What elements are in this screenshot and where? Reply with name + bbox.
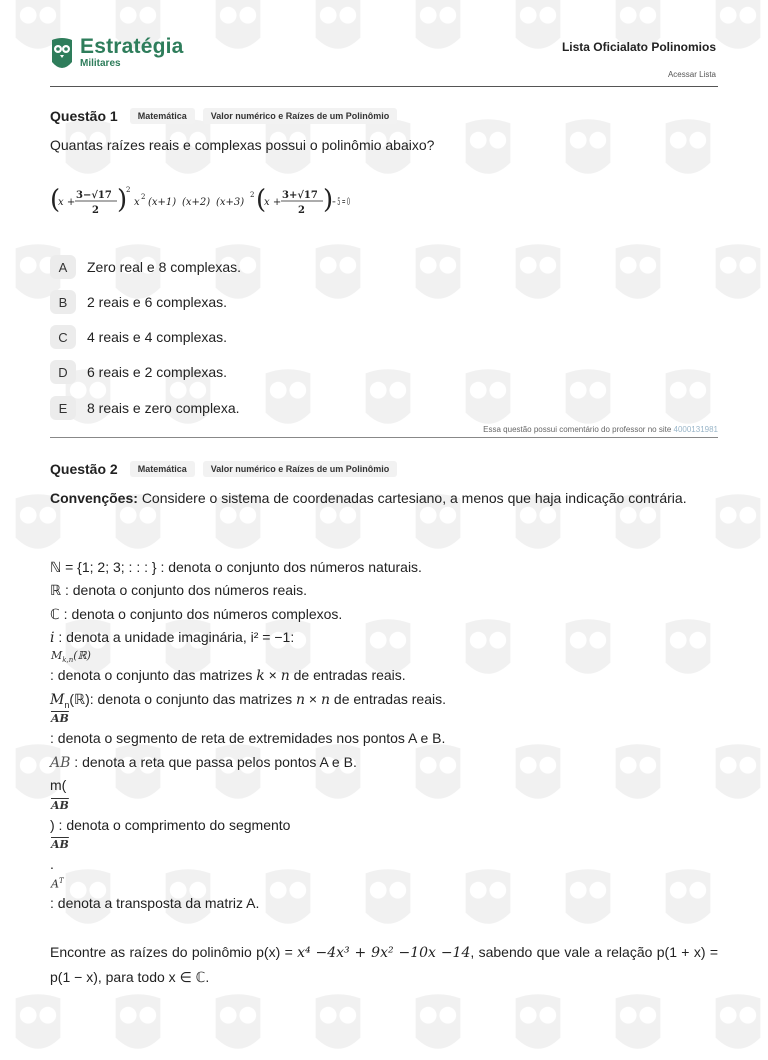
note-text: Essa questão possui comentário do professor no site (483, 425, 672, 434)
brand-logo[interactable] (50, 36, 184, 74)
line-ab-line: AB : denota a reta que passa pelos pontos A e B. (50, 754, 357, 771)
frac2-numerator: 3+√17 (282, 190, 318, 201)
formula-part-a: x + (58, 197, 76, 208)
exp-1: 2 (126, 186, 131, 194)
formula-part-c: (x+1) (148, 197, 177, 208)
topic-tag[interactable]: Valor numérico e Raízes de um Polinômio (203, 461, 398, 477)
frac1-denominator: 2 (92, 205, 99, 216)
formula-part-f: x + (264, 197, 282, 208)
option-text[interactable]: 4 reais e 4 complexas. (87, 329, 228, 345)
matrix-set-line: : denota o conjunto das matrizes k × n de entradas reais. (50, 667, 406, 684)
subject-tag[interactable]: Matemática (130, 461, 195, 477)
matrix-set-symbol: $M_{k,n}(ℝ)$ (51, 649, 91, 665)
svg-text:): ) (117, 185, 128, 215)
period-line: . (50, 856, 54, 872)
option-text[interactable]: 2 reais e 6 complexas. (87, 294, 228, 310)
formula-part-d: (x+2) (182, 197, 211, 208)
question-1-header (50, 108, 405, 124)
square-matrix-line: $M_n(ℝ)$: denota o conjunto das matrizes n × n de entradas reais. (50, 691, 447, 710)
reals-line: ℝ : denota o conjunto dos números reais. (50, 582, 308, 598)
measure-line: ) : denota o comprimento do segmento (50, 817, 291, 833)
owl-logo-icon (50, 36, 74, 74)
option-text[interactable]: Zero real e 8 complexas. (87, 259, 242, 275)
final-question-paragraph: Encontre as raízes do polinômio p(x) = x⁴ −4x³ + 9x² −10x −14, sabendo que vale a relação p(1 + x) = p(1 − x), para todo x ∈ ℂ. (50, 944, 718, 985)
exp-3: 2 (250, 191, 255, 199)
access-list-link[interactable]: Acessar Lista (667, 70, 716, 79)
teacher-comment-note (483, 425, 718, 434)
option-text[interactable]: 6 reais e 2 complexas. (87, 364, 228, 380)
segment-line: : denota o segmento de reta de extremidades nos pontos A e B. (50, 730, 446, 746)
subject-tag[interactable]: Matemática (130, 108, 195, 124)
formula-part-g: − 5 = 0 (332, 197, 350, 208)
segment-symbol: $\overline{AB}$ (51, 799, 69, 812)
question-2-title: Questão 2 (50, 461, 118, 477)
naturals-line: ℕ = {1; 2; 3; : : : } : denota o conjunto dos números naturais. (50, 559, 422, 575)
question-separator (50, 437, 718, 438)
polynomial-formula (50, 180, 350, 224)
svg-text:): ) (323, 185, 334, 215)
svg-text:(: ( (256, 185, 267, 215)
transpose-symbol: $A^T$ (51, 877, 64, 891)
formula-part-b: x (134, 197, 140, 208)
conventions-label: Convenções: (50, 490, 138, 506)
page-header (50, 36, 718, 87)
imaginary-unit-line: i : denota a unidade imaginária, i² = −1: (50, 629, 295, 646)
question-2-header (50, 461, 405, 477)
option-letter[interactable]: E (50, 396, 76, 420)
conventions-paragraph (50, 486, 718, 510)
formula-part-e: (x+3) (216, 197, 245, 208)
measure-open: m( (50, 777, 67, 793)
conventions-text: Considere o sistema de coordenadas cartesiano, a menos que haja indicação contrária. (141, 490, 687, 506)
option-letter[interactable]: D (50, 360, 76, 384)
option-a[interactable] (50, 255, 241, 279)
option-d[interactable] (50, 360, 227, 384)
question-code-link[interactable]: 4000131981 (673, 425, 718, 434)
segment-symbol: $\overline{AB}$ (51, 712, 69, 725)
option-c[interactable] (50, 325, 227, 349)
document-title: Lista Oficialato Polinomios (561, 40, 716, 54)
segment-symbol: $\overline{AB}$ (51, 838, 69, 851)
option-letter[interactable]: C (50, 325, 76, 349)
option-letter[interactable]: B (50, 290, 76, 314)
svg-text:(: ( (50, 185, 61, 215)
option-letter[interactable]: A (50, 255, 76, 279)
exp-2: 2 (141, 193, 146, 201)
frac1-numerator: 3−√17 (76, 190, 112, 201)
brand-name: Estratégia (80, 35, 184, 58)
question-1-prompt: Quantas raízes reais e complexas possui o polinômio abaixo? (50, 137, 435, 153)
brand-subtitle: Militares (80, 58, 121, 69)
complex-line: ℂ : denota o conjunto dos números complexos. (50, 606, 343, 622)
option-b[interactable] (50, 290, 227, 314)
question-1-title: Questão 1 (50, 108, 118, 124)
option-e[interactable] (50, 396, 240, 420)
topic-tag[interactable]: Valor numérico e Raízes de um Polinômio (203, 108, 398, 124)
option-text[interactable]: 8 reais e zero complexa. (87, 400, 240, 416)
frac2-denominator: 2 (298, 205, 305, 216)
transpose-line: : denota a transposta da matriz A. (50, 895, 260, 911)
